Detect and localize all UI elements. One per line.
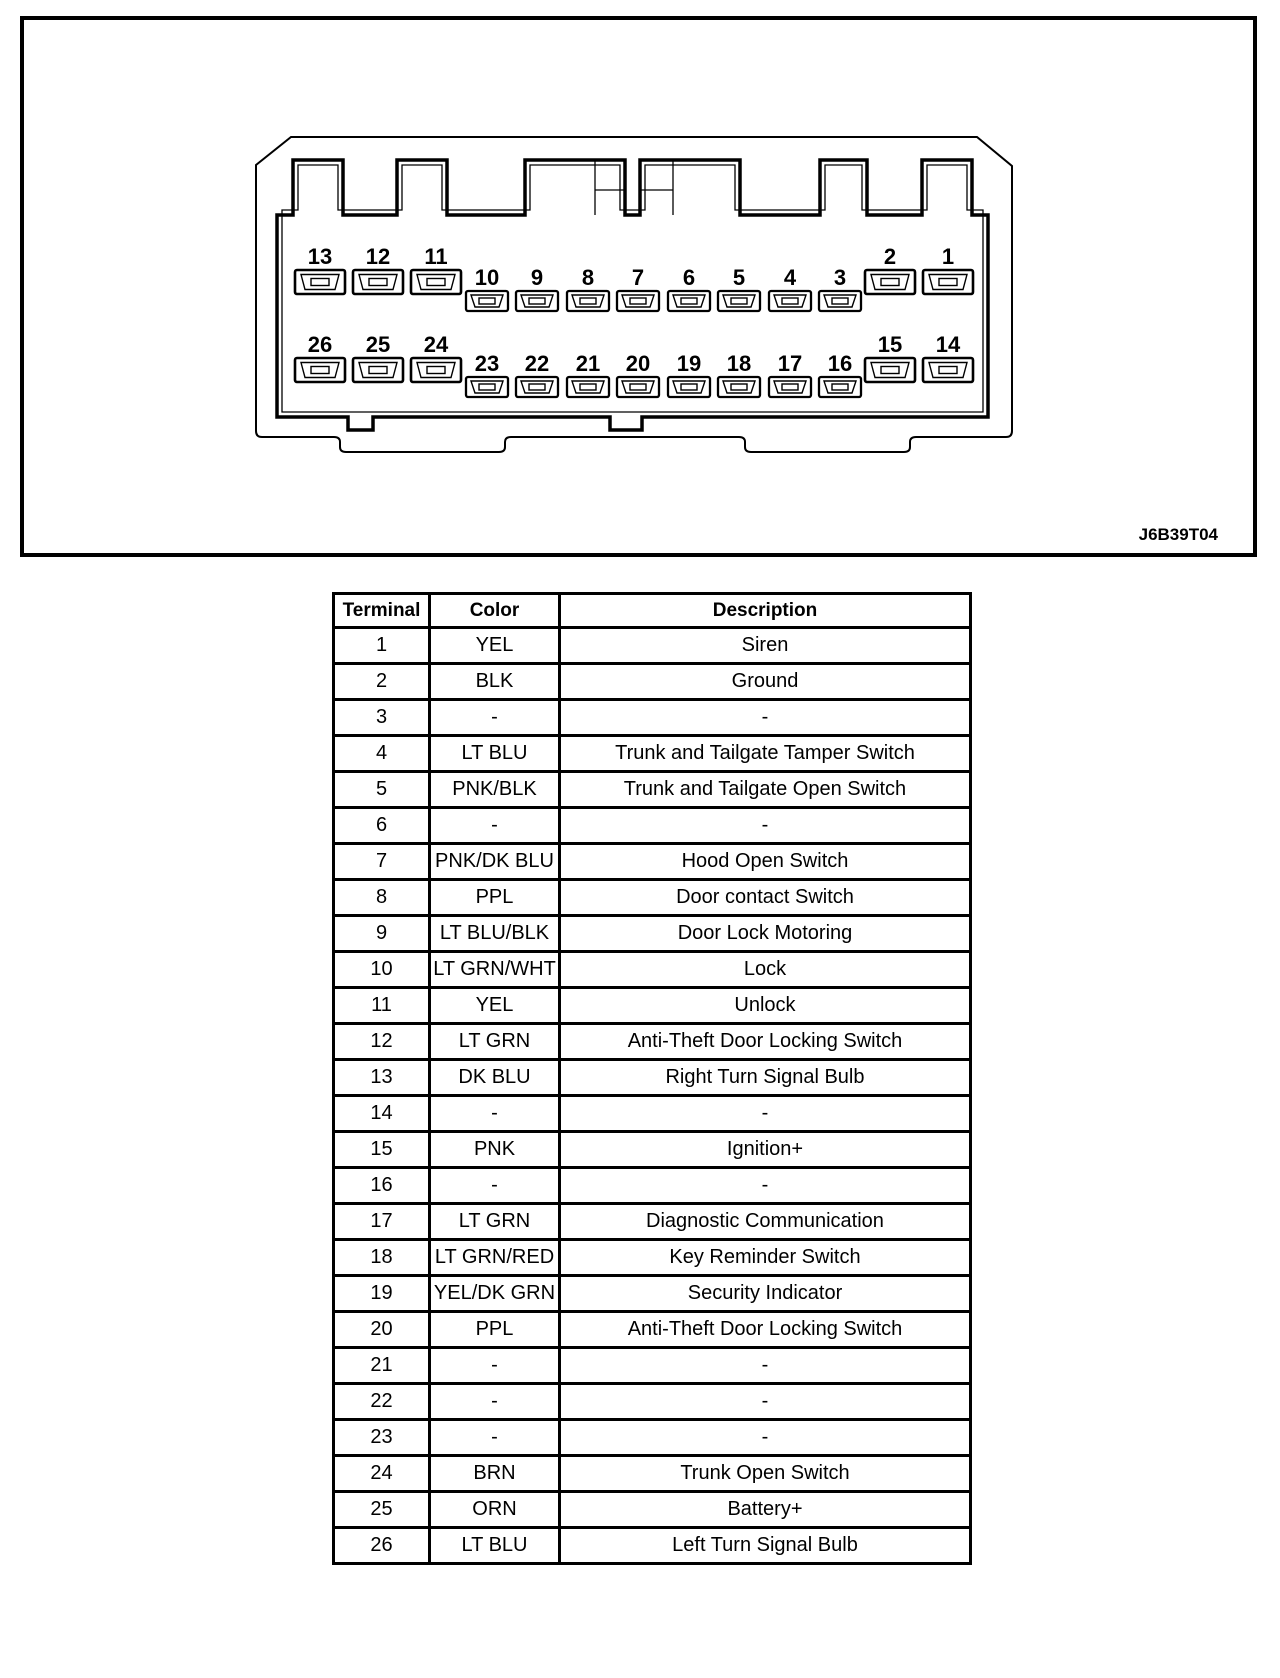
color-cell: YEL/DK GRN	[430, 1276, 560, 1312]
terminal-slot	[939, 367, 957, 374]
terminal-cell: 23	[334, 1420, 430, 1456]
terminal-bevel	[471, 295, 503, 307]
description-cell: Siren	[560, 628, 971, 664]
header-color: Color	[430, 594, 560, 628]
terminal-slot	[479, 298, 495, 304]
terminal-slot	[731, 298, 747, 304]
table-row	[334, 1528, 971, 1564]
description-cell: Left Turn Signal Bulb	[560, 1528, 971, 1564]
terminal-cell: 17	[334, 1204, 430, 1240]
terminal-cell: 19	[334, 1276, 430, 1312]
terminal-16	[819, 351, 861, 397]
terminal-slot	[939, 279, 957, 286]
description-cell: Ignition+	[560, 1132, 971, 1168]
table-row	[334, 808, 971, 844]
terminal-number: 19	[676, 351, 702, 376]
color-cell: BRN	[430, 1456, 560, 1492]
terminal-number: 17	[777, 351, 803, 376]
table-row	[334, 1060, 971, 1096]
table-row	[334, 1492, 971, 1528]
description-cell: -	[560, 1348, 971, 1384]
table-header-row	[334, 594, 971, 628]
terminal-3	[819, 265, 861, 311]
color-cell: YEL	[430, 628, 560, 664]
header-description: Description	[560, 594, 971, 628]
terminal-bevel	[723, 295, 755, 307]
terminal-number: 9	[530, 265, 544, 290]
terminal-bevel	[521, 295, 553, 307]
terminal-number: 10	[474, 265, 500, 290]
terminal-bevel	[301, 363, 339, 378]
terminal-10	[466, 265, 508, 311]
terminal-22	[516, 351, 558, 397]
terminal-bevel	[871, 363, 909, 378]
color-cell: PPL	[430, 1312, 560, 1348]
table-row	[334, 1168, 971, 1204]
terminal-bevel	[417, 275, 455, 290]
terminal-slot	[630, 298, 646, 304]
terminal-2	[865, 244, 915, 294]
table-row	[334, 1456, 971, 1492]
color-cell: -	[430, 1348, 560, 1384]
terminal-number: 12	[365, 244, 391, 269]
terminal-cell: 16	[334, 1168, 430, 1204]
table-row	[334, 772, 971, 808]
color-cell: PNK/BLK	[430, 772, 560, 808]
terminal-12	[353, 244, 403, 294]
terminal-cell: 15	[334, 1132, 430, 1168]
terminal-slot	[881, 279, 899, 286]
terminal-bevel	[824, 381, 856, 393]
terminal-number: 13	[307, 244, 333, 269]
table-row	[334, 1276, 971, 1312]
description-cell: Key Reminder Switch	[560, 1240, 971, 1276]
description-cell: -	[560, 1420, 971, 1456]
terminal-bevel	[417, 363, 455, 378]
terminal-cell: 18	[334, 1240, 430, 1276]
table-row	[334, 1024, 971, 1060]
color-cell: DK BLU	[430, 1060, 560, 1096]
table-row	[334, 1384, 971, 1420]
terminal-slot	[427, 367, 445, 374]
terminal-bevel	[622, 381, 654, 393]
table-row	[334, 1204, 971, 1240]
terminal-cell: 8	[334, 880, 430, 916]
terminal-cell: 25	[334, 1492, 430, 1528]
description-cell: -	[560, 1096, 971, 1132]
terminal-17	[769, 351, 811, 397]
description-cell: Unlock	[560, 988, 971, 1024]
description-cell: Security Indicator	[560, 1276, 971, 1312]
color-cell: -	[430, 1384, 560, 1420]
terminal-number: 4	[783, 265, 797, 290]
description-cell: Trunk and Tailgate Tamper Switch	[560, 736, 971, 772]
terminal-bevel	[673, 295, 705, 307]
terminal-18	[718, 351, 760, 397]
description-cell: Door Lock Motoring	[560, 916, 971, 952]
description-cell: Lock	[560, 952, 971, 988]
terminal-bevel	[673, 381, 705, 393]
terminal-number: 15	[877, 332, 903, 357]
color-cell: -	[430, 700, 560, 736]
description-cell: -	[560, 808, 971, 844]
terminal-cell: 21	[334, 1348, 430, 1384]
description-cell: -	[560, 700, 971, 736]
description-cell: Anti-Theft Door Locking Switch	[560, 1312, 971, 1348]
table-row	[334, 736, 971, 772]
terminal-cell: 2	[334, 664, 430, 700]
terminal-7	[617, 265, 659, 311]
pinout-table	[332, 592, 972, 1565]
table-row	[334, 1240, 971, 1276]
description-cell: Right Turn Signal Bulb	[560, 1060, 971, 1096]
terminal-1	[923, 244, 973, 294]
terminal-slot	[630, 384, 646, 390]
terminal-6	[668, 265, 710, 311]
color-cell: LT GRN/RED	[430, 1240, 560, 1276]
terminal-number: 7	[631, 265, 645, 290]
terminal-number: 2	[883, 244, 897, 269]
table-row	[334, 952, 971, 988]
header-terminal: Terminal	[334, 594, 430, 628]
color-cell: -	[430, 1168, 560, 1204]
terminal-24	[411, 332, 461, 382]
color-cell: -	[430, 1096, 560, 1132]
terminal-array	[295, 244, 973, 397]
terminal-number: 14	[935, 332, 961, 357]
color-cell: PNK	[430, 1132, 560, 1168]
terminal-number: 26	[307, 332, 333, 357]
description-cell: Diagnostic Communication	[560, 1204, 971, 1240]
terminal-14	[923, 332, 973, 382]
terminal-5	[718, 265, 760, 311]
terminal-slot	[681, 384, 697, 390]
color-cell: ORN	[430, 1492, 560, 1528]
terminal-cell: 3	[334, 700, 430, 736]
terminal-cell: 9	[334, 916, 430, 952]
terminal-number: 22	[524, 351, 550, 376]
terminal-cell: 13	[334, 1060, 430, 1096]
color-cell: PNK/DK BLU	[430, 844, 560, 880]
terminal-bevel	[774, 381, 806, 393]
terminal-cell: 14	[334, 1096, 430, 1132]
terminal-number: 24	[423, 332, 449, 357]
terminal-26	[295, 332, 345, 382]
terminal-bevel	[929, 275, 967, 290]
description-cell: Trunk Open Switch	[560, 1456, 971, 1492]
table-row	[334, 844, 971, 880]
terminal-cell: 4	[334, 736, 430, 772]
terminal-bevel	[359, 363, 397, 378]
terminal-slot	[529, 298, 545, 304]
terminal-bevel	[301, 275, 339, 290]
description-cell: Trunk and Tailgate Open Switch	[560, 772, 971, 808]
terminal-cell: 26	[334, 1528, 430, 1564]
terminal-slot	[832, 298, 848, 304]
terminal-number: 3	[833, 265, 847, 290]
terminal-slot	[369, 367, 387, 374]
description-cell: -	[560, 1384, 971, 1420]
terminal-13	[295, 244, 345, 294]
terminal-number: 16	[827, 351, 853, 376]
description-cell: Ground	[560, 664, 971, 700]
terminal-bevel	[622, 295, 654, 307]
terminal-cell: 11	[334, 988, 430, 1024]
terminal-cell: 6	[334, 808, 430, 844]
description-cell: Anti-Theft Door Locking Switch	[560, 1024, 971, 1060]
color-cell: PPL	[430, 880, 560, 916]
color-cell: LT BLU	[430, 1528, 560, 1564]
terminal-cell: 7	[334, 844, 430, 880]
color-cell: LT BLU	[430, 736, 560, 772]
terminal-25	[353, 332, 403, 382]
terminal-number: 21	[575, 351, 601, 376]
table-row	[334, 1420, 971, 1456]
figure-code-label: J6B39T04	[1138, 525, 1218, 544]
terminal-23	[466, 351, 508, 397]
terminal-cell: 10	[334, 952, 430, 988]
terminal-slot	[580, 298, 596, 304]
terminal-bevel	[572, 381, 604, 393]
terminal-slot	[782, 298, 798, 304]
table-row	[334, 664, 971, 700]
description-cell: -	[560, 1168, 971, 1204]
table-row	[334, 1132, 971, 1168]
description-cell: Door contact Switch	[560, 880, 971, 916]
table-row	[334, 1348, 971, 1384]
terminal-slot	[881, 367, 899, 374]
terminal-bevel	[572, 295, 604, 307]
table-row	[334, 700, 971, 736]
terminal-slot	[832, 384, 848, 390]
terminal-number: 11	[424, 244, 448, 269]
terminal-cell: 1	[334, 628, 430, 664]
terminal-bevel	[871, 275, 909, 290]
color-cell: LT GRN	[430, 1024, 560, 1060]
description-cell: Battery+	[560, 1492, 971, 1528]
color-cell: -	[430, 1420, 560, 1456]
terminal-number: 6	[682, 265, 696, 290]
terminal-8	[567, 265, 609, 311]
table-row	[334, 916, 971, 952]
table-row	[334, 988, 971, 1024]
terminal-number: 23	[474, 351, 500, 376]
terminal-number: 5	[732, 265, 746, 290]
terminal-number: 1	[941, 244, 955, 269]
table-row	[334, 628, 971, 664]
terminal-slot	[529, 384, 545, 390]
table-row	[334, 1096, 971, 1132]
terminal-slot	[369, 279, 387, 286]
terminal-bevel	[929, 363, 967, 378]
terminal-slot	[311, 279, 329, 286]
terminal-20	[617, 351, 659, 397]
terminal-number: 25	[365, 332, 391, 357]
terminal-cell: 5	[334, 772, 430, 808]
terminal-slot	[580, 384, 596, 390]
terminal-4	[769, 265, 811, 311]
terminal-slot	[479, 384, 495, 390]
terminal-slot	[782, 384, 798, 390]
terminal-15	[865, 332, 915, 382]
color-cell: -	[430, 808, 560, 844]
color-cell: YEL	[430, 988, 560, 1024]
terminal-bevel	[774, 295, 806, 307]
terminal-9	[516, 265, 558, 311]
terminal-bevel	[471, 381, 503, 393]
color-cell: LT BLU/BLK	[430, 916, 560, 952]
terminal-number: 20	[625, 351, 651, 376]
color-cell: LT GRN	[430, 1204, 560, 1240]
terminal-cell: 20	[334, 1312, 430, 1348]
terminal-slot	[731, 384, 747, 390]
description-cell: Hood Open Switch	[560, 844, 971, 880]
terminal-slot	[681, 298, 697, 304]
table-row	[334, 1312, 971, 1348]
terminal-11	[411, 244, 461, 294]
terminal-slot	[311, 367, 329, 374]
latch-key-detail	[595, 160, 673, 215]
terminal-bevel	[824, 295, 856, 307]
terminal-bevel	[359, 275, 397, 290]
terminal-number: 8	[581, 265, 595, 290]
terminal-19	[668, 351, 710, 397]
terminal-bevel	[521, 381, 553, 393]
terminal-cell: 22	[334, 1384, 430, 1420]
terminal-bevel	[723, 381, 755, 393]
terminal-cell: 12	[334, 1024, 430, 1060]
terminal-slot	[427, 279, 445, 286]
terminal-cell: 24	[334, 1456, 430, 1492]
color-cell: LT GRN/WHT	[430, 952, 560, 988]
terminal-21	[567, 351, 609, 397]
terminal-number: 18	[726, 351, 752, 376]
color-cell: BLK	[430, 664, 560, 700]
table-row	[334, 880, 971, 916]
